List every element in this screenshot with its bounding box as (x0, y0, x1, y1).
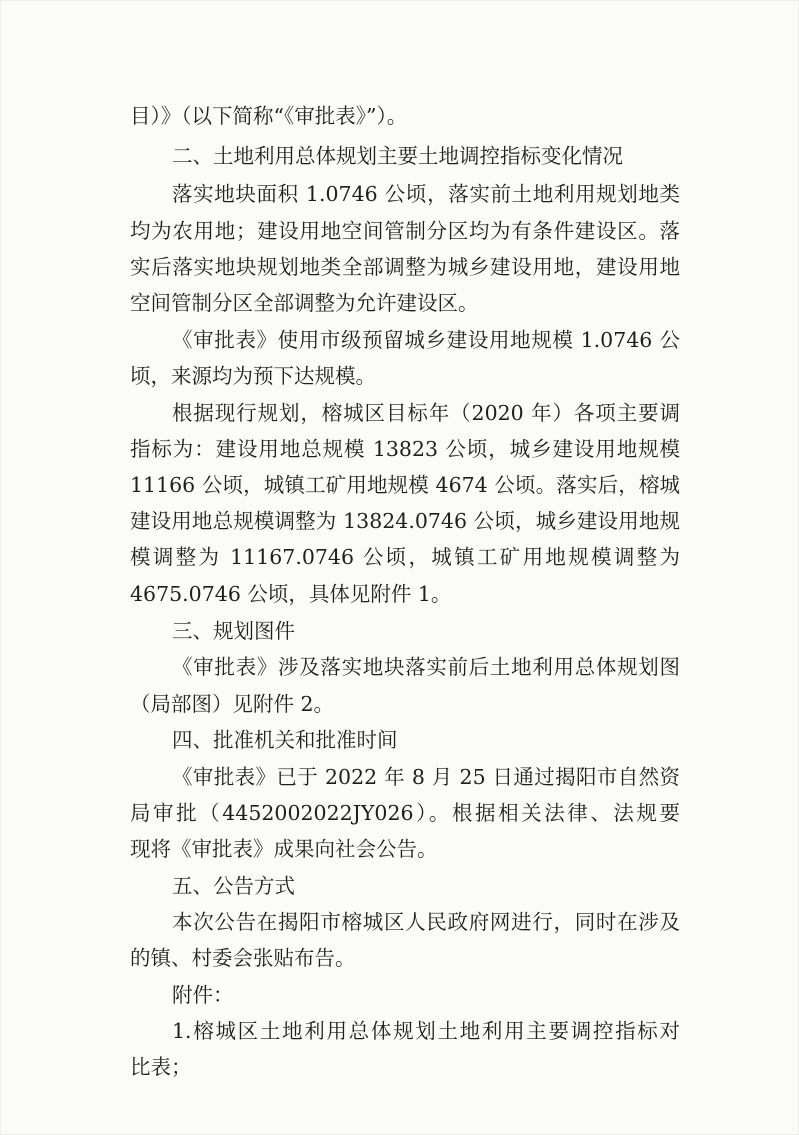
attachment-item: 比表； (130, 1055, 192, 1079)
text-line: 均为农用地；建设用地空间管制分区均为有条件建设区。落 (130, 219, 680, 243)
text-line: 顷，来源均为预下达规模。 (130, 364, 376, 388)
section-heading: 四、批准机关和批准时间 (172, 728, 398, 752)
text-line: 落实地块面积 1.0746 公顷，落实前土地利用规划地类 (172, 182, 680, 206)
text-line: 目）》（以下简称“《审批表》”）。 (130, 104, 408, 128)
text-line: 11166 公顷，城镇工矿用地规模 4674 公顷。落实后，榕城 (130, 473, 680, 497)
text-line: （局部图）见附件 2。 (130, 692, 335, 716)
text-line: 现将《审批表》成果向社会公告。 (130, 837, 438, 861)
section-heading: 三、规划图件 (172, 619, 295, 643)
section-heading: 五、公告方式 (172, 874, 295, 898)
text-line: 实后落实地块规划地类全部调整为城乡建设用地，建设用地 (130, 255, 680, 279)
attachment-label: 附件： (172, 983, 234, 1007)
text-line: 根据现行规划，榕城区目标年（2020 年）各项主要调 (172, 401, 680, 425)
section-heading: 二、土地利用总体规划主要土地调控指标变化情况 (172, 144, 623, 168)
text-line: 的镇、村委会张贴布告。 (130, 946, 356, 970)
text-line: 4675.0746 公顷，具体见附件 1。 (130, 582, 452, 606)
attachment-item: 1.榕城区土地利用总体规划土地利用主要调控指标对 (172, 1019, 680, 1043)
text-line: 建设用地总规模调整为 13824.0746 公顷，城乡建设用地规 (130, 509, 680, 533)
text-line: 指标为：建设用地总规模 13823 公顷，城乡建设用地规模 (130, 437, 680, 461)
text-line: 本次公告在揭阳市榕城区人民政府网进行，同时在涉及 (172, 910, 680, 934)
text-line: 《审批表》使用市级预留城乡建设用地规模 1.0746 公 (172, 328, 680, 352)
text-line: 空间管制分区全部调整为允许建设区。 (130, 291, 479, 315)
text-line: 局审批（4452002022JY026）。根据相关法律、法规要 (130, 801, 680, 825)
text-line: 模调整为 11167.0746 公顷，城镇工矿用地规模调整为 (130, 545, 680, 569)
text-line: 《审批表》涉及落实地块落实前后土地利用总体规划图 (172, 655, 680, 679)
text-line: 《审批表》已于 2022 年 8 月 25 日通过揭阳市自然资 (172, 765, 680, 789)
